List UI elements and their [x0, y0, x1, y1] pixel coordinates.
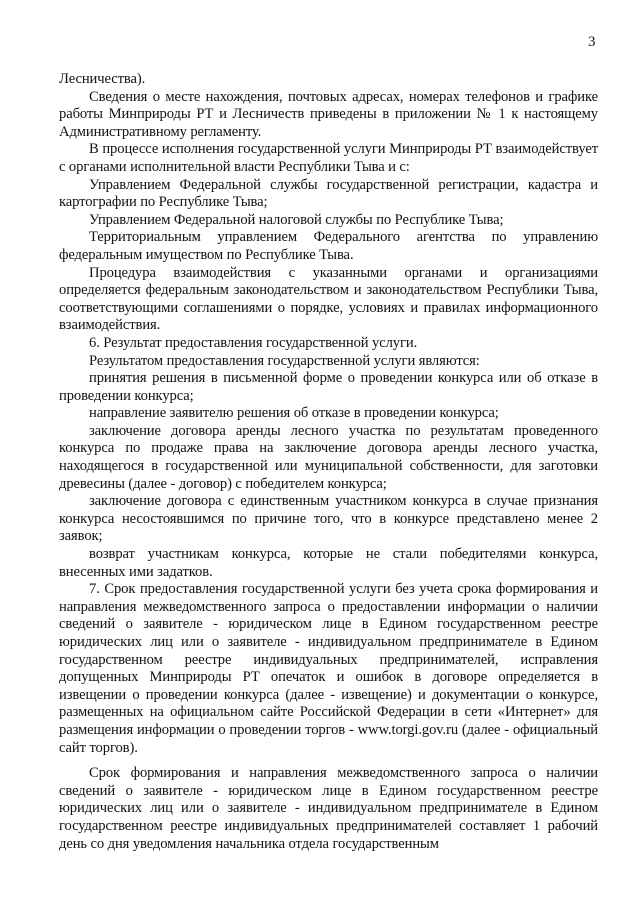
paragraph-request-term: Срок формирования и направления межведомственного запроса о наличии сведений о заявителе - юридическом лице в Едином государственном реестре юридических лиц или о заявителе - индивидуальном предпринимателе в Едином государственном реестре индивидуальных предпринимателей составляет 1 рабочий день со дня уведомления начальника отдела государственным: [59, 765, 598, 852]
result-item-refusal: направление заявителю решения об отказе в проведении конкурса;: [89, 405, 499, 422]
section-heading-6: 6. Результат предоставления государственной услуги.: [89, 334, 418, 351]
section-7-term: 7. Срок предоставления государственной услуги без учета срока формирования и направления межведомственного запроса о предоставлении информации о наличии сведений о заявителе - юридическом лице в Едином государственном реестре юридических лиц или о заявителе - индивидуальном предпринимателе в Едином государственном реестре индивидуальных предпринимателей, исправления допущенных Минприроды РТ опечаток и ошибок в договоре определяется в извещении о проведении конкурса (далее - извещение) и документации о конкурсе, размещенных на официальном сайте Российской Федерации в сети «Интернет» для размещения информации о проведении торгов - www.torgi.gov.ru (далее - официальный сайт торгов).: [59, 581, 598, 756]
paragraph-interaction-procedure: Процедура взаимодействия с указанными органами и организациями определяется федеральным законодательством и законодательством Республики Тыва, соответствующими соглашениями о порядке, условиях и правилах информационного взаимодействия.: [59, 264, 598, 334]
result-item-deposit-return: возврат участникам конкурса, которые не стали победителями конкурса, внесенных ими задатков.: [59, 546, 598, 580]
result-item-lease-contract: заключение договора аренды лесного участка по результатам проведенного конкурса по продаже права на заключение договора аренды лесного участка, находящегося в государственной или муниципальной собственности, для заготовки древесины (далее - договор) с победителем конкурса;: [59, 422, 598, 492]
paragraph-continuation: Лесничества).: [59, 71, 146, 87]
list-item-property-agency: Территориальным управлением Федерального агентства по управлению федеральным имуществом по Республике Тыва.: [59, 229, 598, 263]
list-item-rosreestr: Управлением Федеральной службы государственной регистрации, кадастра и картографии по Республике Тыва;: [59, 176, 598, 211]
paragraph-interaction-intro: В процессе исполнения государственной услуги Минприроды РТ взаимодействует с органами исполнительной власти Республики Тыва и с:: [59, 141, 598, 175]
page-number: 3: [588, 34, 596, 50]
result-item-single-participant: заключение договора с единственным участником конкурса в случае признания конкурса несостоявшимся по причине того, что в конкурсе представлено менее 2 заявок;: [59, 493, 598, 545]
result-item-decision: принятия решения в письменной форме о проведении конкурса или об отказе в проведении конкурса;: [59, 370, 598, 404]
paragraph-contact-info: Сведения о месте нахождения, почтовых адресах, номерах телефонов и графике работы Минприроды РТ и Лесничеств приведены в приложении № 1 к настоящему Административному регламенту.: [59, 88, 598, 140]
document-body: [59, 71, 598, 853]
list-item-tax-service: Управлением Федеральной налоговой службы по Республике Тыва;: [89, 211, 504, 228]
paragraph-result-intro: Результатом предоставления государственной услуги являются:: [89, 352, 480, 369]
